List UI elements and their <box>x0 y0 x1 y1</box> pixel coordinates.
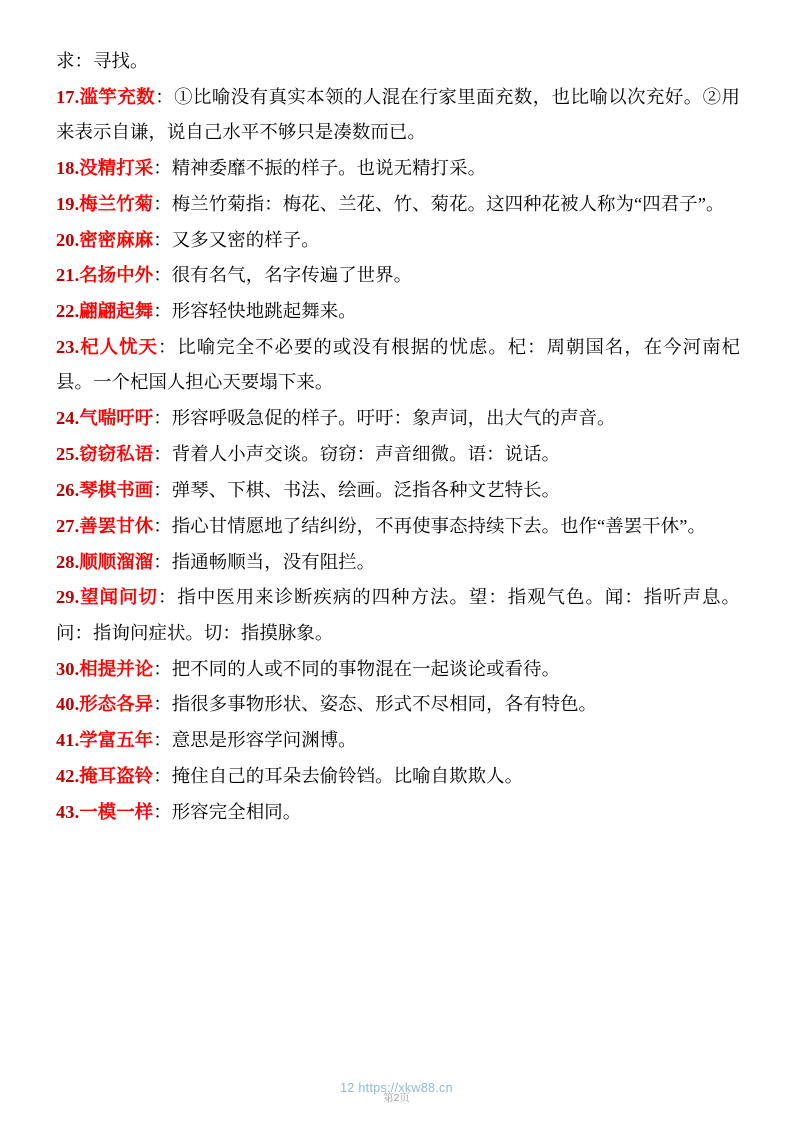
idiom-entry <box>56 437 740 472</box>
idiom-entry <box>56 80 740 151</box>
entry-number: 25. <box>56 444 80 465</box>
entry-colon: ： <box>153 658 172 679</box>
entry-definition: 弹琴、下棋、书法、绘画。泛指各种文艺特长。 <box>171 479 561 500</box>
entry-term: 琴棋书画 <box>79 479 154 500</box>
entry-definition: 梅兰竹菊指：梅花、兰花、竹、菊花。这四种花被人称为“四君子”。 <box>171 193 725 214</box>
entry-term: 一模一样 <box>79 801 154 822</box>
entry-number: 43. <box>56 801 80 822</box>
text-line-continuation <box>56 44 740 79</box>
entry-colon: ： <box>153 694 172 715</box>
entry-definition: 把不同的人或不同的事物混在一起谈论或看待。 <box>171 658 561 679</box>
idiom-entry <box>56 545 740 580</box>
entry-colon: ： <box>153 301 172 322</box>
entry-definition: 意思是形容学问渊博。 <box>171 730 357 751</box>
entry-number: 23. <box>56 337 80 358</box>
entry-colon: ： <box>155 86 175 107</box>
entry-definition: 形容轻快地跳起舞来。 <box>171 301 357 322</box>
idiom-entry <box>56 795 740 830</box>
idiom-entry <box>56 723 740 758</box>
idiom-entry <box>56 330 740 401</box>
watermark: 12 https://xkw88.cn <box>340 1081 453 1095</box>
entry-definition: 形容呼吸急促的样子。吁吁：象声词，出大气的声音。 <box>171 408 616 429</box>
entry-number: 26. <box>56 479 80 500</box>
idiom-entry <box>56 151 740 186</box>
entry-definition: 比喻完全不必要的或没有根据的忧虑。杞：周朝国名，在今河南杞县。一个杞国人担心天要塌下来。 <box>56 337 740 393</box>
idiom-entry <box>56 509 740 544</box>
entry-term: 杞人忧天 <box>79 337 158 358</box>
entry-colon: ： <box>153 730 172 751</box>
entry-term: 掩耳盗铃 <box>79 766 154 787</box>
entry-colon: ： <box>153 766 172 787</box>
entry-colon: ： <box>153 408 172 429</box>
entry-number: 24. <box>56 408 80 429</box>
entry-definition: ①比喻没有真实本领的人混在行家里面充数，也比喻以次充好。②用来表示自谦，说自己水平不够只是凑数而已。 <box>56 86 740 143</box>
idiom-entry <box>56 652 740 687</box>
idiom-entry <box>56 687 740 722</box>
continuation-text: 求：寻找。 <box>56 51 149 71</box>
entry-term: 名扬中外 <box>79 265 154 286</box>
entry-definition: 形容完全相同。 <box>171 801 302 822</box>
entry-definition: 掩住自己的耳朵去偷铃铛。比喻自欺欺人。 <box>171 766 524 787</box>
entry-colon: ： <box>157 337 178 358</box>
entry-term: 窃窃私语 <box>79 444 154 465</box>
idiom-entry <box>56 759 740 794</box>
entry-term: 相提并论 <box>79 658 154 679</box>
entry-definition: 精神委靡不振的样子。也说无精打采。 <box>171 157 487 178</box>
entry-number: 27. <box>56 515 80 536</box>
entry-definition: 指很多事物形状、姿态、形式不尽相同，各有特色。 <box>171 694 598 715</box>
entry-number: 29. <box>56 587 80 608</box>
entry-term: 学富五年 <box>79 730 154 751</box>
entry-term: 梅兰竹菊 <box>79 193 154 214</box>
entry-definition: 指通畅顺当，没有阻拦。 <box>171 551 376 572</box>
entry-term: 气喘吁吁 <box>79 408 154 429</box>
entry-colon: ： <box>153 157 172 178</box>
entry-colon: ： <box>153 551 172 572</box>
entry-colon: ： <box>153 265 172 286</box>
entry-colon: ： <box>157 587 178 608</box>
entry-number: 20. <box>56 229 80 250</box>
entry-number: 17. <box>56 86 80 107</box>
idiom-entry <box>56 258 740 293</box>
entry-colon: ： <box>153 801 172 822</box>
idiom-entry <box>56 294 740 329</box>
entry-definition: 指心甘情愿地了结纠纷，不再使事态持续下去。也作“善罢干休”。 <box>171 515 707 536</box>
entry-colon: ： <box>153 229 172 250</box>
entry-number: 21. <box>56 265 80 286</box>
entry-term: 没精打采 <box>79 157 154 178</box>
entry-term: 顺顺溜溜 <box>79 551 154 572</box>
entry-term: 翩翩起舞 <box>79 301 154 322</box>
idiom-entry <box>56 401 740 436</box>
entry-number: 41. <box>56 730 80 751</box>
entry-number: 42. <box>56 766 80 787</box>
idiom-entry <box>56 187 740 222</box>
entry-colon: ： <box>153 515 172 536</box>
entry-number: 22. <box>56 301 80 322</box>
entry-colon: ： <box>153 479 172 500</box>
entry-definition: 很有名气，名字传遍了世界。 <box>171 265 413 286</box>
entry-number: 30. <box>56 658 80 679</box>
page-number: 第2页 <box>383 1092 410 1104</box>
idiom-entry <box>56 580 740 651</box>
entry-number: 19. <box>56 193 80 214</box>
entry-term: 形态各异 <box>79 694 154 715</box>
entry-number: 28. <box>56 551 80 572</box>
idiom-entry <box>56 473 740 508</box>
entry-definition: 指中医用来诊断疾病的四种方法。望：指观气色。闻：指听声息。问：指询问症状。切：指摸脉象。 <box>56 587 740 643</box>
entry-term: 望闻问切 <box>79 587 158 608</box>
entry-colon: ： <box>153 444 172 465</box>
entry-definition: 又多又密的样子。 <box>171 229 320 250</box>
entry-term: 善罢甘休 <box>79 515 154 536</box>
entry-number: 18. <box>56 157 80 178</box>
idiom-entry <box>56 223 740 258</box>
entry-definition: 背着人小声交谈。窃窃：声音细微。语：说话。 <box>171 444 561 465</box>
entry-colon: ： <box>153 193 172 214</box>
document-body <box>56 44 740 831</box>
entry-term: 滥竽充数 <box>79 86 156 107</box>
entry-term: 密密麻麻 <box>79 229 154 250</box>
entry-number: 40. <box>56 694 80 715</box>
